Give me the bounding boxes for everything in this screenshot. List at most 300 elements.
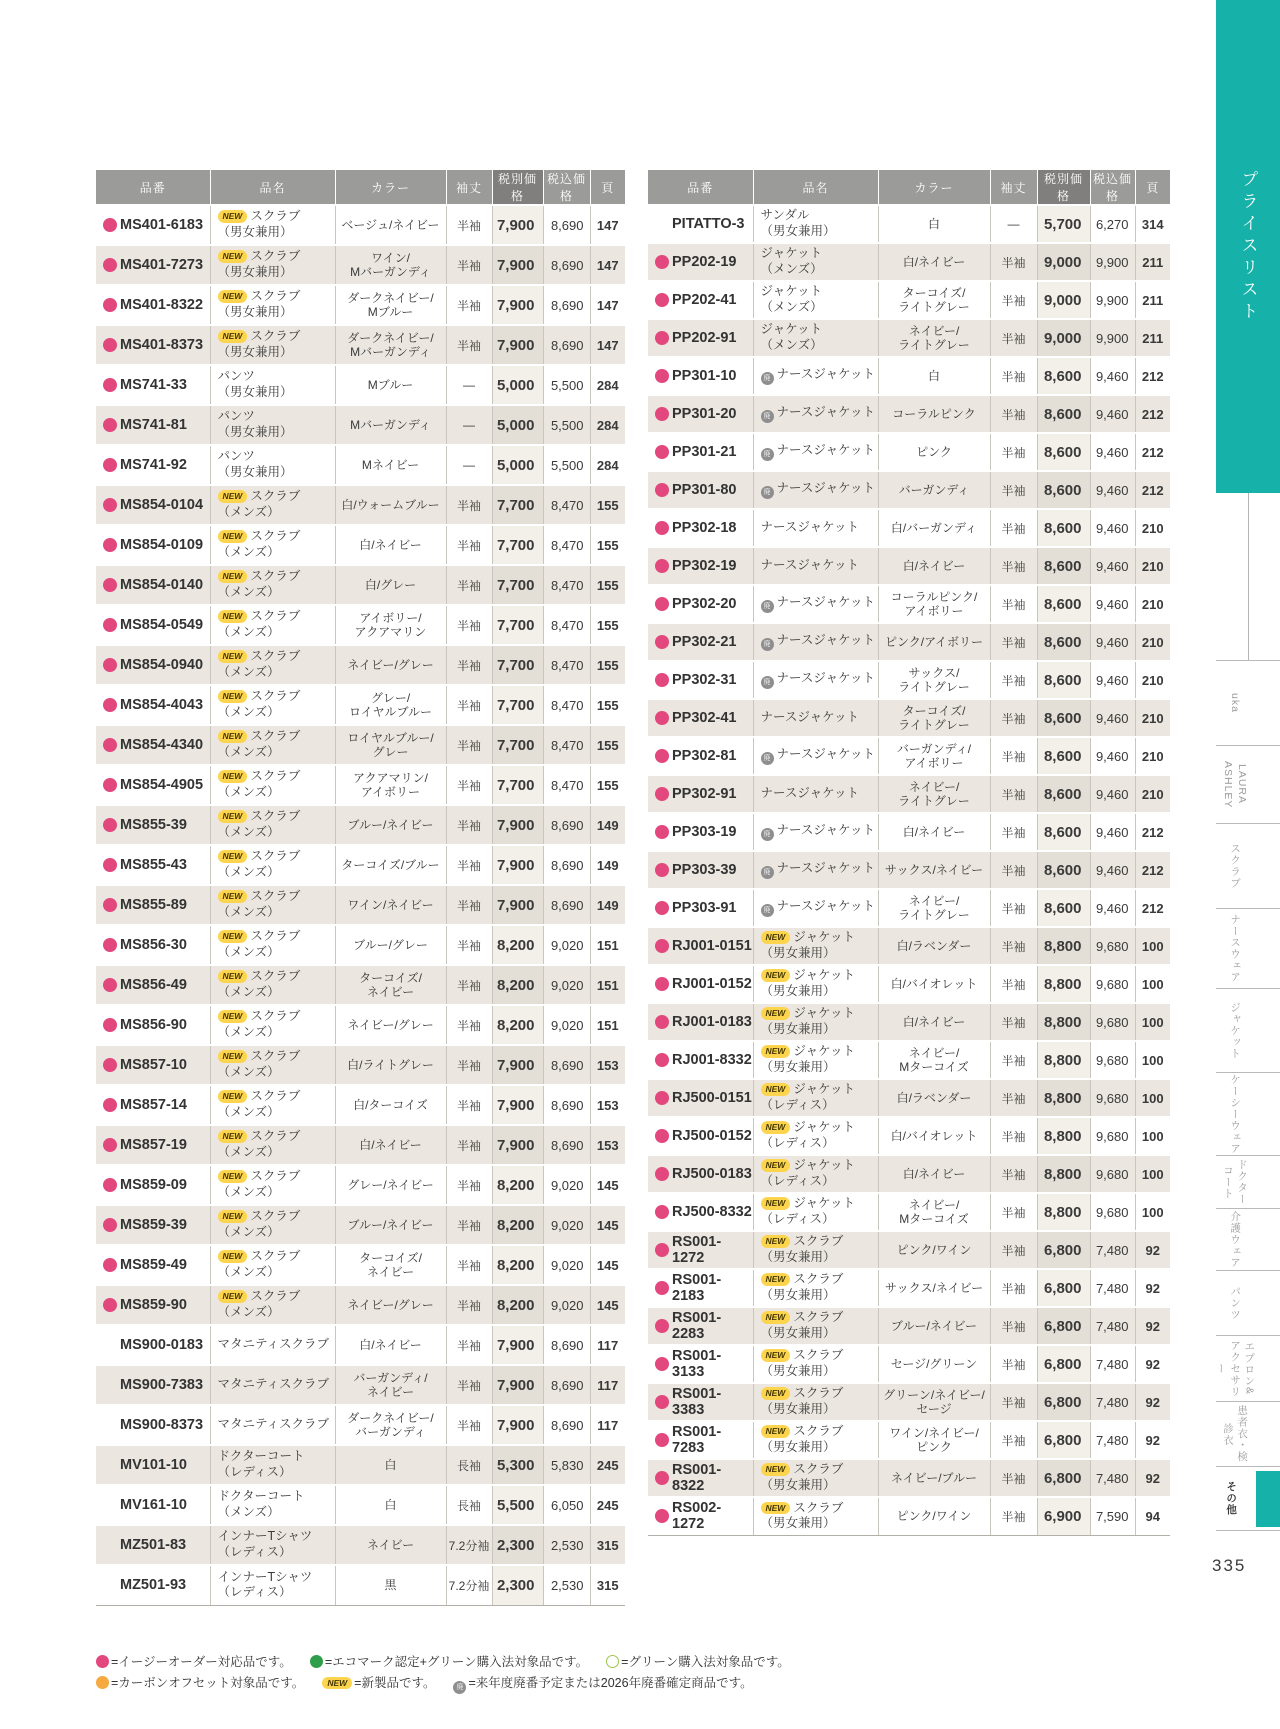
price-inctax-cell: 9,460 [1090, 395, 1135, 433]
product-name: スクラブ [250, 889, 301, 904]
product-code-cell [96, 1365, 210, 1405]
easy-order-dot-icon [655, 977, 669, 991]
sidebar-item [1216, 660, 1280, 745]
product-name-line [761, 1348, 878, 1364]
price-extax-cell: 8,800 [1037, 1079, 1090, 1117]
color-cell: ネイビー/グレー [335, 645, 446, 685]
page-ref-cell: 211 [1135, 243, 1170, 281]
product-name-cell [753, 1345, 878, 1383]
product-name-line [761, 1234, 878, 1250]
price-inctax-cell: 9,020 [543, 925, 590, 965]
color-cell: ネイビー/ Mターコイズ [878, 1193, 990, 1231]
table-row [96, 245, 625, 285]
column-header: 税別価格 [1037, 170, 1090, 205]
product-target: （メンズ） [217, 625, 280, 639]
table-row [648, 1193, 1170, 1231]
table-row [96, 1165, 625, 1205]
product-name-line [218, 1129, 335, 1145]
product-name-line [218, 289, 335, 305]
product-name: スクラブ [793, 1272, 844, 1287]
product-code: MS859-49 [120, 1257, 187, 1273]
product-name: スクラブ [250, 929, 301, 944]
product-name-line [761, 786, 878, 802]
price-extax-cell: 8,600 [1037, 813, 1090, 851]
table-row [96, 1245, 625, 1285]
sleeve-cell: 半袖 [990, 623, 1037, 661]
product-target: （レディス） [760, 1212, 835, 1226]
product-name: スクラブ [250, 329, 301, 344]
product-code-cell [648, 1193, 753, 1231]
page-ref-cell: 155 [590, 685, 625, 725]
color-cell: ネイビー [335, 1525, 446, 1565]
price-inctax-cell: 9,460 [1090, 813, 1135, 851]
price-extax-cell: 8,800 [1037, 1155, 1090, 1193]
sidebar-connector-line [1248, 493, 1249, 660]
product-name-cell [753, 243, 878, 281]
product-code-cell [648, 1117, 753, 1155]
easy-order-dot-icon [103, 538, 117, 552]
product-code: PP301-20 [672, 406, 737, 422]
product-code-cell [648, 813, 753, 851]
new-badge: NEW [218, 1290, 248, 1303]
product-code-cell [96, 325, 210, 365]
table-row [96, 1285, 625, 1325]
color-cell: 白/ラベンダー [878, 1079, 990, 1117]
price-extax-cell: 6,800 [1037, 1307, 1090, 1345]
product-name-line [761, 405, 878, 423]
product-target: （レディス） [760, 1098, 835, 1112]
product-code-cell [96, 565, 210, 605]
page-ref-cell: 210 [1135, 775, 1170, 813]
product-code-cell [648, 623, 753, 661]
product-code-cell [648, 509, 753, 547]
product-name: ナースジャケット [776, 481, 876, 495]
product-name-cell [753, 281, 878, 319]
price-inctax-cell: 8,690 [543, 805, 590, 845]
color-cell: バーガンディ/ ネイビー [335, 1365, 446, 1405]
price-inctax-cell: 8,690 [543, 885, 590, 925]
price-inctax-cell: 6,050 [543, 1485, 590, 1525]
product-name-line [761, 930, 878, 946]
page-ref-cell: 145 [590, 1245, 625, 1285]
table-row [648, 1041, 1170, 1079]
product-code: PP302-19 [672, 558, 737, 574]
page-ref-cell: 210 [1135, 661, 1170, 699]
product-name: ナースジャケット [776, 405, 876, 419]
page-ref-cell: 212 [1135, 395, 1170, 433]
product-target: （男女兼用） [217, 225, 293, 239]
product-name-cell [210, 1085, 335, 1125]
price-inctax-cell: 9,680 [1090, 1079, 1135, 1117]
page-ref-cell: 210 [1135, 585, 1170, 623]
product-name-line [761, 1386, 878, 1402]
price-inctax-cell: 7,480 [1090, 1459, 1135, 1497]
product-name-cell [753, 1003, 878, 1041]
product-code: PP303-19 [672, 824, 737, 840]
product-target: （男女兼用） [217, 465, 293, 479]
page-ref-cell: 210 [1135, 623, 1170, 661]
product-name-cell [753, 547, 878, 585]
product-name-line [218, 1337, 335, 1353]
table-row [96, 485, 625, 525]
product-target: （男女兼用） [760, 984, 836, 998]
price-extax-cell: 6,800 [1037, 1421, 1090, 1459]
new-badge: NEW [761, 1045, 791, 1058]
new-badge: NEW [218, 1090, 248, 1103]
product-name-line [218, 1449, 335, 1465]
product-name-cell [210, 1325, 335, 1365]
easy-order-dot-icon [103, 698, 117, 712]
color-cell: ダークネイビー/ Mバーガンディ [335, 325, 446, 365]
product-target: （メンズ） [217, 705, 280, 719]
product-name-cell [210, 245, 335, 285]
new-badge: NEW [218, 930, 248, 943]
discontinued-icon: 廃 [761, 486, 774, 499]
sleeve-cell: — [446, 405, 492, 445]
column-header: 品名 [753, 170, 878, 205]
price-inctax-cell: 8,690 [543, 1405, 590, 1445]
product-name-cell [753, 813, 878, 851]
product-name-cell [753, 851, 878, 889]
product-code-cell [96, 1565, 210, 1605]
disc-icon: 廃 [453, 1681, 466, 1694]
color-cell: ネイビー/グレー [335, 1005, 446, 1045]
easy-order-dot-icon [103, 418, 117, 432]
product-code: PITATTO-3 [672, 216, 745, 232]
easy-order-dot-icon [655, 1091, 669, 1105]
column-header: 袖丈 [446, 170, 492, 205]
product-name-cell [210, 925, 335, 965]
color-cell: 白/ネイビー [335, 1125, 446, 1165]
page-ref-cell: 284 [590, 365, 625, 405]
product-name-line [218, 1049, 335, 1065]
product-name-cell [210, 845, 335, 885]
product-code: MS857-10 [120, 1057, 187, 1073]
sleeve-cell: 半袖 [446, 1005, 492, 1045]
sidebar-item [1216, 1335, 1280, 1401]
legend-text: =グリーン購入法対象品です。 [621, 1655, 790, 1669]
product-code: RJ500-0152 [672, 1128, 752, 1144]
sleeve-cell: 半袖 [446, 1205, 492, 1245]
table-row [648, 509, 1170, 547]
sleeve-cell: 半袖 [990, 851, 1037, 889]
page-ref-cell: 100 [1135, 1041, 1170, 1079]
product-name-line [761, 633, 878, 651]
product-name-line [218, 1089, 335, 1105]
sidebar-item-label: ケーシーウェア [1229, 1073, 1242, 1155]
price-extax-cell: 8,600 [1037, 699, 1090, 737]
sidebar-item-label: パンツ [1229, 1285, 1242, 1321]
product-code: MS854-0940 [120, 657, 204, 673]
easy-order-dot-icon [103, 658, 117, 672]
product-name-line [761, 823, 878, 841]
sleeve-cell: 半袖 [446, 1165, 492, 1205]
product-code-cell [96, 765, 210, 805]
price-inctax-cell: 9,680 [1090, 965, 1135, 1003]
price-inctax-cell: 2,530 [543, 1525, 590, 1565]
sleeve-cell: 半袖 [990, 1231, 1037, 1269]
product-code-cell [96, 645, 210, 685]
legend-text: =カーボンオフセット対象品です。 [111, 1676, 305, 1690]
product-name-cell [210, 205, 335, 245]
product-code-cell [96, 885, 210, 925]
product-name-line [218, 209, 335, 225]
product-code: PP302-81 [672, 748, 737, 764]
product-code: MS857-19 [120, 1137, 187, 1153]
table-row [648, 1231, 1170, 1269]
table-row [96, 765, 625, 805]
product-code: RJ001-0152 [672, 976, 752, 992]
table-row [96, 1045, 625, 1085]
sleeve-cell: 半袖 [446, 1285, 492, 1325]
product-name-cell [753, 1307, 878, 1345]
price-extax-cell: 8,600 [1037, 889, 1090, 927]
price-inctax-cell: 7,590 [1090, 1497, 1135, 1535]
easy-order-dot-icon [655, 559, 669, 573]
color-cell: 白 [878, 357, 990, 395]
product-code: RJ500-0183 [672, 1166, 752, 1182]
price-extax-cell: 8,600 [1037, 395, 1090, 433]
page-ref-cell: 212 [1135, 433, 1170, 471]
sleeve-cell: 半袖 [446, 325, 492, 365]
easy-order-dot-icon [655, 1167, 669, 1181]
new-badge: NEW [761, 1387, 791, 1400]
price-extax-cell: 8,600 [1037, 547, 1090, 585]
page-ref-cell: 149 [590, 805, 625, 845]
price-extax-cell: 7,700 [492, 525, 543, 565]
product-name: サンダル [760, 208, 810, 223]
new-badge: NEW [761, 1159, 791, 1172]
new-badge: NEW [218, 810, 248, 823]
table-row [96, 1445, 625, 1485]
product-code-cell [96, 1245, 210, 1285]
product-name-line [761, 710, 878, 726]
product-code: PP301-10 [672, 368, 737, 384]
easy-order-dot-icon [655, 939, 669, 953]
product-name-cell [210, 1405, 335, 1445]
column-header: 品番 [96, 170, 210, 205]
new-badge: NEW [761, 1273, 791, 1286]
sidebar-item-label: スクラブ [1229, 843, 1242, 889]
price-inctax-cell: 9,460 [1090, 433, 1135, 471]
product-code-cell [96, 1045, 210, 1085]
product-code-cell [96, 725, 210, 765]
sleeve-cell: 半袖 [446, 205, 492, 245]
sleeve-cell: 半袖 [446, 805, 492, 845]
price-extax-cell: 6,800 [1037, 1383, 1090, 1421]
column-header: 税込価格 [1090, 170, 1135, 205]
easy-order-dot-icon [103, 338, 117, 352]
product-name-cell [210, 325, 335, 365]
color-cell: ターコイズ/ ネイビー [335, 965, 446, 1005]
product-code: RS001-2283 [672, 1310, 722, 1342]
product-name-cell [210, 685, 335, 725]
product-name-line [218, 569, 335, 585]
page-ref-cell: 100 [1135, 1117, 1170, 1155]
product-name: ナースジャケット [776, 899, 876, 913]
product-code-cell [648, 1155, 753, 1193]
sleeve-cell: 7.2分袖 [446, 1525, 492, 1565]
price-inctax-cell: 9,460 [1090, 471, 1135, 509]
easy-order-dot-icon [103, 818, 117, 832]
product-name: マタニティスクラブ [217, 1417, 330, 1432]
product-target: （男女兼用） [217, 305, 293, 319]
price-inctax-cell: 9,020 [543, 1005, 590, 1045]
page-ref-cell: 155 [590, 725, 625, 765]
product-code: MS854-0104 [120, 497, 204, 513]
color-cell: 白/ネイビー [878, 1003, 990, 1041]
easy-order-dot-icon [655, 1319, 669, 1333]
product-name-line [218, 1489, 335, 1505]
product-name-cell [753, 1383, 878, 1421]
dot-green-icon [310, 1655, 323, 1668]
product-target: （レディス） [760, 1174, 835, 1188]
price-extax-cell: 8,600 [1037, 509, 1090, 547]
price-extax-cell: 7,900 [492, 245, 543, 285]
page-ref-cell: 212 [1135, 357, 1170, 395]
price-inctax-cell: 8,690 [543, 325, 590, 365]
sleeve-cell: 半袖 [990, 1041, 1037, 1079]
new-badge: NEW [761, 931, 791, 944]
product-name: スクラブ [250, 1009, 301, 1024]
product-name: スクラブ [250, 689, 301, 704]
page-ref-cell: 245 [590, 1445, 625, 1485]
new-badge: NEW [761, 1121, 791, 1134]
new-badge: NEW [218, 490, 248, 503]
page-ref-cell: 155 [590, 765, 625, 805]
new-badge: NEW [218, 690, 248, 703]
sleeve-cell: 半袖 [990, 813, 1037, 851]
product-name-line [761, 1006, 878, 1022]
sidebar-item [1216, 1401, 1280, 1466]
product-target: （メンズ） [217, 785, 280, 799]
price-inctax-cell: 9,460 [1090, 699, 1135, 737]
price-extax-cell: 8,200 [492, 1245, 543, 1285]
product-code-cell [648, 1041, 753, 1079]
product-code-cell [648, 737, 753, 775]
page-ref-cell: 100 [1135, 1193, 1170, 1231]
new-badge: NEW [218, 1210, 248, 1223]
page-ref-cell: 212 [1135, 813, 1170, 851]
new-badge: NEW [218, 1010, 248, 1023]
easy-order-dot-icon [103, 578, 117, 592]
color-cell: ネイビー/グレー [335, 1285, 446, 1325]
sleeve-cell: 半袖 [446, 885, 492, 925]
table-row [648, 965, 1170, 1003]
sleeve-cell: 半袖 [446, 725, 492, 765]
easy-order-dot-icon [655, 1471, 669, 1485]
product-name-cell [753, 965, 878, 1003]
easy-order-dot-icon [655, 863, 669, 877]
table-row [96, 725, 625, 765]
product-name: スクラブ [250, 529, 301, 544]
easy-order-dot-icon [655, 787, 669, 801]
table-row [96, 1205, 625, 1245]
price-extax-cell: 6,800 [1037, 1459, 1090, 1497]
product-code: RS001-2183 [672, 1272, 722, 1304]
table-row [96, 605, 625, 645]
product-name: ジャケット [760, 284, 823, 299]
color-cell: Mバーガンディ [335, 405, 446, 445]
product-name-line [761, 1158, 878, 1174]
sleeve-cell: 半袖 [990, 281, 1037, 319]
table-row [648, 927, 1170, 965]
new-badge: NEW [218, 970, 248, 983]
product-name-cell [753, 585, 878, 623]
product-code: MS741-92 [120, 457, 187, 473]
price-extax-cell: 8,600 [1037, 775, 1090, 813]
product-target: （男女兼用） [217, 345, 293, 359]
easy-order-dot-icon [655, 1281, 669, 1295]
product-code: MS854-4043 [120, 697, 204, 713]
price-extax-cell: 8,600 [1037, 357, 1090, 395]
discontinued-icon: 廃 [761, 410, 774, 423]
new-badge: NEW [218, 1170, 248, 1183]
color-cell: Mブルー [335, 365, 446, 405]
product-code: RS001-3383 [672, 1386, 722, 1418]
product-name: スクラブ [250, 489, 301, 504]
product-name: ナースジャケット [760, 710, 860, 725]
product-name: ドクターコート [217, 1489, 305, 1504]
price-inctax-cell: 9,020 [543, 1205, 590, 1245]
easy-order-dot-icon [655, 711, 669, 725]
product-target: （メンズ） [217, 1505, 280, 1519]
legend-text: =来年度廃番予定または2026年廃番確定商品です。 [468, 1676, 753, 1690]
new-badge: NEW [218, 650, 248, 663]
page-ref-cell: 92 [1135, 1231, 1170, 1269]
sidebar-item-label: ジャケット [1229, 1001, 1242, 1060]
legend-row [96, 1652, 796, 1670]
price-inctax-cell: 9,900 [1090, 281, 1135, 319]
product-name-line [761, 595, 878, 613]
table-row [96, 1485, 625, 1525]
table-row [648, 775, 1170, 813]
price-inctax-cell: 9,020 [543, 1285, 590, 1325]
page-ref-cell: 211 [1135, 319, 1170, 357]
product-code: MS855-89 [120, 897, 187, 913]
color-cell: サックス/ネイビー [878, 1269, 990, 1307]
easy-order-dot-icon [103, 1138, 117, 1152]
color-cell: アクアマリン/ アイボリー [335, 765, 446, 805]
page-ref-cell: 155 [590, 525, 625, 565]
price-extax-cell: 7,700 [492, 765, 543, 805]
product-name-cell [210, 965, 335, 1005]
price-extax-cell: 8,200 [492, 1165, 543, 1205]
price-extax-cell: 9,000 [1037, 281, 1090, 319]
dot-orange-icon [96, 1676, 109, 1689]
price-inctax-cell: 9,020 [543, 1165, 590, 1205]
easy-order-dot-icon [103, 458, 117, 472]
discontinued-icon: 廃 [761, 866, 774, 879]
price-extax-cell: 2,300 [492, 1565, 543, 1605]
column-header: 税込価格 [543, 170, 590, 205]
table-row [648, 1345, 1170, 1383]
product-name: ジャケット [793, 1120, 855, 1135]
product-name-cell [753, 1155, 878, 1193]
product-name: ジャケット [793, 1006, 855, 1021]
product-code: PP301-80 [672, 482, 737, 498]
color-cell: ピンク/アイボリー [878, 623, 990, 661]
sleeve-cell: 半袖 [446, 605, 492, 645]
product-name-cell [210, 485, 335, 525]
product-code: MS900-8373 [120, 1417, 204, 1433]
page-ref-cell: 210 [1135, 699, 1170, 737]
sleeve-cell: 半袖 [990, 433, 1037, 471]
price-extax-cell: 8,800 [1037, 1041, 1090, 1079]
product-name: スクラブ [793, 1310, 844, 1325]
product-target: （男女兼用） [760, 1516, 836, 1531]
table-row [96, 1085, 625, 1125]
